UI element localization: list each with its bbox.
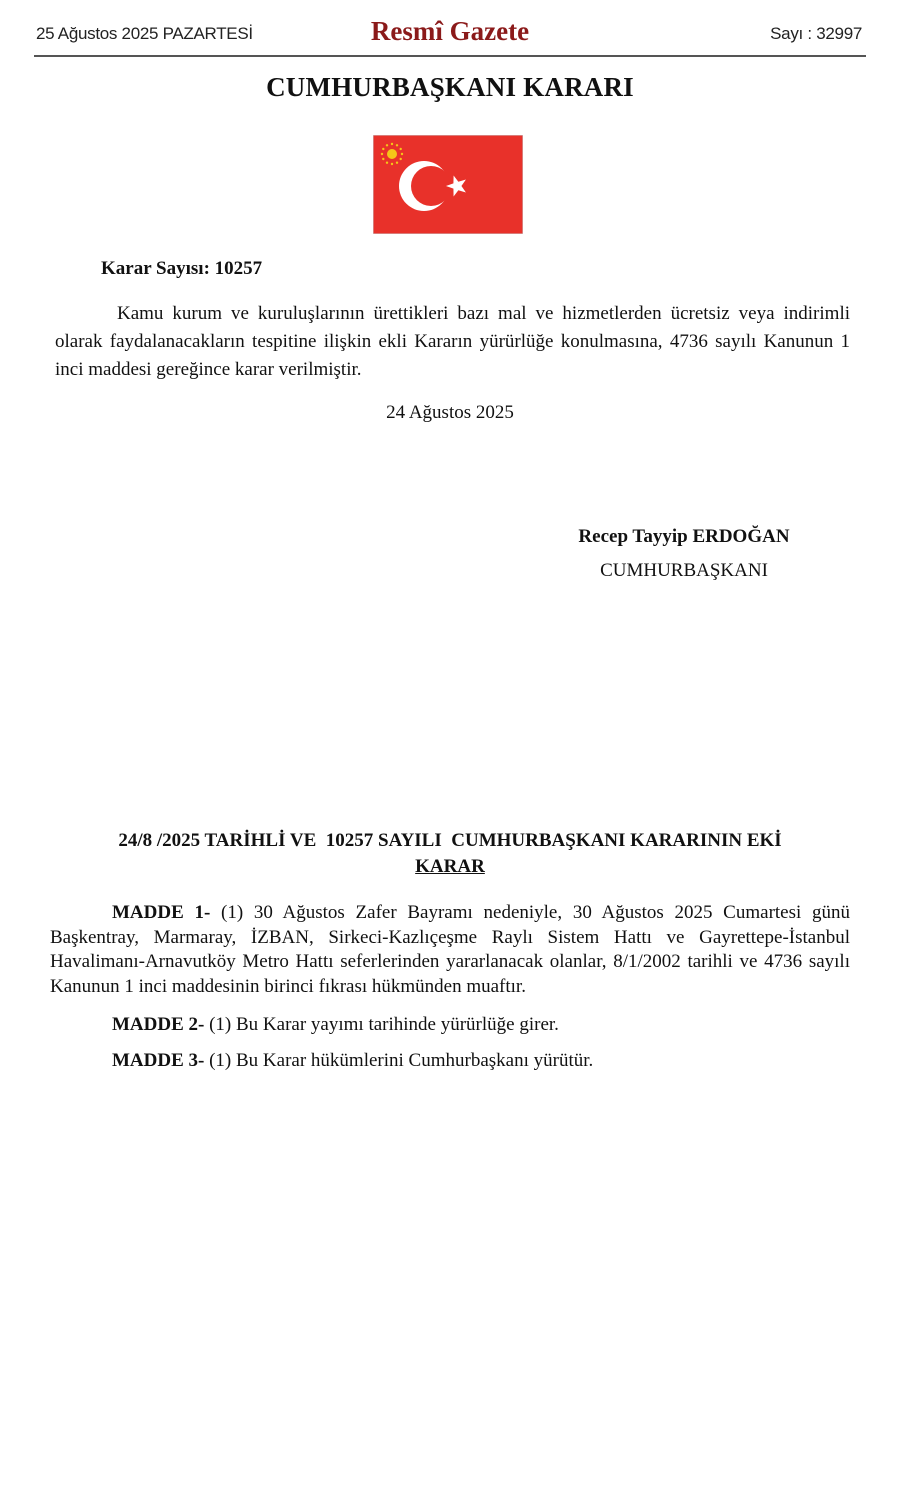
article-2-label: MADDE 2- — [112, 1014, 205, 1035]
signature-date: 24 Ağustos 2025 — [386, 402, 514, 423]
document-title: CUMHURBAŞKANI KARARI — [266, 72, 634, 102]
article-3-label: MADDE 3- — [112, 1050, 205, 1071]
article-3 — [50, 1049, 850, 1074]
article-3-text: (1) Bu Karar hükümlerini Cumhurbaşkanı yürütür. — [204, 1050, 594, 1071]
annex-title — [0, 828, 900, 880]
gazette-title: Resmî Gazete — [370, 16, 530, 46]
article-2-text: (1) Bu Karar yayımı tarihinde yürürlüğe girer. — [204, 1014, 559, 1035]
signer-name: Recep Tayyip ERDOĞAN — [578, 526, 790, 547]
header-divider — [34, 55, 866, 57]
article-2 — [50, 1013, 850, 1038]
header-issue-number: Sayı : 32997 — [770, 24, 862, 43]
presidential-flag-icon — [373, 135, 523, 234]
article-1-label: MADDE 1- — [112, 902, 211, 923]
intro-text: Kamu kurum ve kuruluşlarının ürettikleri bazı mal ve hizmetlerden ücretsiz veya indirimli olarak faydalanacakların tespitine ilişkin ekli Kararın yürürlüğe konulmasına, 4736 sayılı Kanunun 1 inci maddesi gereğince karar verilmiştir. — [55, 303, 850, 380]
signer-title: CUMHURBAŞKANI — [600, 560, 768, 581]
annex-title-line2: KARAR — [415, 856, 485, 877]
annex-title-line1: 24/8 /2025 TARİHLİ VE 10257 SAYILI CUMHURBAŞKANI KARARININ EKİ — [118, 830, 782, 851]
intro-paragraph — [55, 300, 850, 384]
article-1 — [50, 901, 850, 999]
decision-number: Karar Sayısı: 10257 — [101, 258, 263, 279]
article-1-text: (1) 30 Ağustos Zafer Bayramı nedeniyle, 30 Ağustos 2025 Cumartesi günü Başkentray, Marmaray, İZBAN, Sirkeci-Kazlıçeşme Raylı Sistem Hattı ve Gayrettepe-İstanbul Havalimanı-Arnavutköy Metro Hattı seferlerinden yararlanacak olanlar, 8/1/2002 tarihli ve 4736 sayılı Kanunun 1 inci maddesinin birinci fıkrası hükmünden muaftır. — [50, 902, 850, 997]
header-date: 25 Ağustos 2025 PAZARTESİ — [36, 24, 253, 43]
gazette-header — [34, 16, 866, 56]
